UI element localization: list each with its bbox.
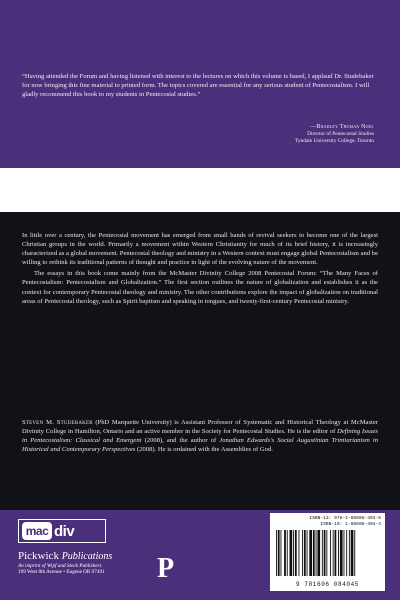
barcode-bar (293, 530, 294, 576)
barcode-bar (307, 530, 308, 576)
barcode-bar (302, 530, 303, 576)
description-paragraph: The essays in this book come mainly from the McMaster Divinity College 2008 Pentecostal Forum: “The Many Faces of Pentecostalism: Pentecostalism and Globalization.” The first section outlines the nature of globalization and establishes it as the context for contemporary Pentecostal theology and ministry. The other contributions explore the impact of globalization on traditional areas of Pentecostal theology, such as Spirit baptism and speaking in tongues, and twenty-first-century Pentecostal ministry. (22, 270, 378, 305)
endorser-title: Director of Pentecostal Studies (307, 131, 374, 137)
barcode-bar (309, 530, 312, 576)
author-bio-text: (2008). He is ordained with the Assemblies of God. (135, 446, 273, 454)
isbn-13: ISBN-13: 978-1-60608-404-5 (309, 516, 381, 521)
barcode-bar (340, 530, 343, 576)
barcode-bar (344, 530, 345, 576)
author-name: Steven M. Studebaker (22, 419, 93, 426)
endorsement-attribution (295, 124, 374, 145)
endorser-name: —Bradley Truman Noel (310, 124, 374, 130)
barcode-bar (322, 530, 323, 576)
barcode-bar (276, 530, 277, 576)
publisher-name-italic: Publications (61, 551, 113, 562)
barcode-bar (278, 530, 280, 576)
macdiv-logo-div: div (54, 522, 75, 540)
macdiv-logo-mac: mac (22, 522, 52, 540)
barcode-bar (295, 530, 297, 576)
barcode-bar (349, 530, 350, 576)
pickwick-p-logo: P (157, 553, 175, 584)
macdiv-logo (18, 519, 106, 543)
publisher-name-roman: Pickwick (18, 550, 62, 562)
book-title: Jonathan Edwards's Social Augustinian Trinitarianism in Historical and Contemporary Perspectives (22, 437, 378, 454)
barcode-bar (351, 530, 354, 576)
book-description (22, 231, 378, 308)
barcode-bar (335, 530, 337, 576)
endorsement-quote: “Having attended the Forum and having listened with interest to the lectures on which this volume is based, I applaud Dr. Studebaker for now bringing this fine material to printed form. The topics covered are essential for any serious student of Pentecostalism. I will gladly recommend this book to my students in Pentecostal studies.” (22, 73, 374, 99)
barcode-bar (304, 530, 306, 576)
author-bio (22, 418, 378, 454)
barcode-bar (281, 530, 282, 576)
barcode-bar (326, 530, 327, 576)
barcode-bar (346, 530, 347, 576)
publisher-address: 199 West 8th Avenue • Eugene OR 97401 (18, 569, 105, 576)
publisher-imprint-line: An imprint of Wipf and Stock Publishers (18, 563, 102, 569)
barcode-icon (274, 530, 381, 576)
barcode-bar (287, 530, 288, 576)
barcode-bar (313, 530, 315, 576)
barcode-bar (290, 530, 293, 576)
description-paragraph: In little over a century, the Pentecostal movement has emerged from small bands of revival seekers to become one of the largest Christian groups in the world. Primarily a movement within Western Christianity for much of its brief history, it is increasingly characterized as a global movement. Pentecostal theology and ministry in a Western context must engage global Pentecostalism and be willing to rethink its traditional patterns of thought and practice in light of the evolving nature of the movement. (22, 232, 378, 267)
white-band (0, 168, 400, 212)
barcode-bar (324, 530, 326, 576)
isbn-barcode-box (270, 513, 385, 591)
barcode-bar (330, 530, 331, 576)
barcode-bar (284, 530, 286, 576)
book-title: Defining Issues in Pentecostalism: Classical and Emergent (22, 428, 378, 445)
barcode-digits: 9 781606 084045 (295, 581, 359, 588)
barcode-bar (316, 530, 317, 576)
endorser-institution: Tyndale University College, Toronto (294, 138, 374, 144)
isbn-10: ISBN-10: 1-60608-404-4 (320, 522, 381, 527)
barcode-bar (333, 530, 334, 576)
barcode-bar (354, 530, 355, 576)
publisher-name (18, 550, 112, 563)
barcode-bar (338, 530, 339, 576)
author-bio-text: (PhD Marquette University) is Assistant Professor of Systematic and Historical Theology at McMaster Divinity College in Hamilton, Ontario and an active member in the Society for Pentecostal Studies. He is the editor of (22, 419, 378, 436)
author-bio-text: (2008), and the author of (141, 437, 220, 445)
barcode-bar (299, 530, 300, 576)
publisher-block (18, 550, 112, 575)
barcode-bar (317, 530, 320, 576)
